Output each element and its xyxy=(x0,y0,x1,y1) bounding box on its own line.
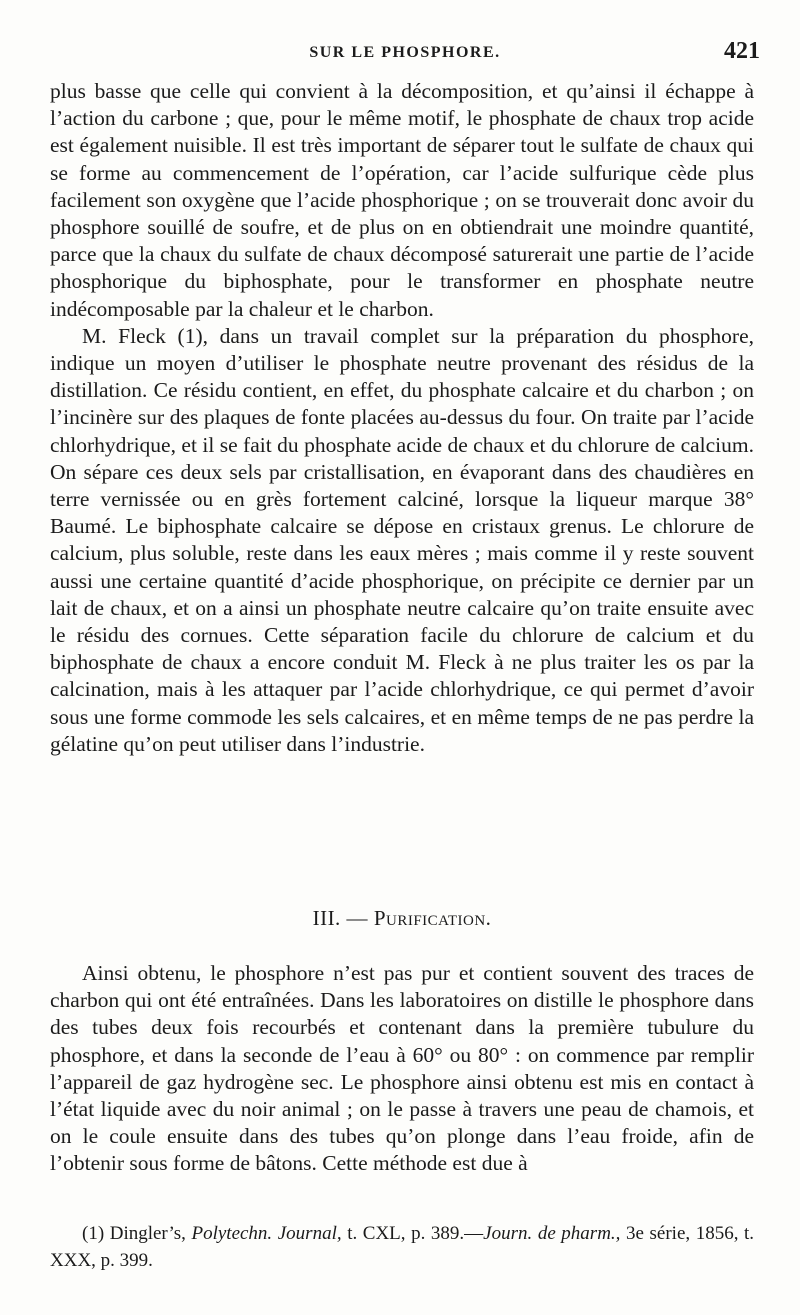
section-heading xyxy=(50,906,754,931)
paragraph-fleck: M. Fleck (1), dans un travail complet sur la préparation du phosphore, indique un moyen d’utiliser le phosphate neutre provenant des résidus de la distillation. Ce résidu contient, en effet, du phosphate calcaire et du charbon ; on l’incinère sur des plaques de fonte placées au-dessus du four. On traite par l’acide chlorhydrique, et il se fait du phosphate acide de chaux et du chlorure de calcium. On sépare ces deux sels par cristallisation, en évaporant dans des chaudières en terre vernissée ou en grès fortement calciné, lorsque la liqueur marque 38° Baumé. Le biphosphate calcaire se dépose en cristaux grenus. Le chlorure de calcium, plus soluble, reste dans les eaux mères ; mais comme il y reste souvent aussi une certaine quantité d’acide phosphorique, on précipite ce dernier par un lait de chaux, et on a ainsi un phosphate neutre calcaire qu’on traite ensuite avec le résidu des cornues. Cette séparation facile du chlorure de calcium et du biphosphate de chaux a encore conduit M. Fleck à ne plus traiter les os par la calcination, mais à les attaquer par l’acide chlorhydrique, ce qui permet d’avoir sous une forme commode les sels calcaires, et en même temps de ne pas perdre la gélatine qu’on peut utiliser dans l’industrie. xyxy=(50,323,754,756)
section-text xyxy=(50,960,754,1178)
page-number: 421 xyxy=(724,38,760,64)
running-head xyxy=(50,38,760,66)
main-text xyxy=(50,78,754,758)
footnote-ref-2: 3e série, 1856, t. XXX, p. 399. xyxy=(50,1223,755,1271)
section-number: III. — xyxy=(312,906,369,930)
footnote-text xyxy=(50,1220,754,1274)
footnote xyxy=(50,1220,754,1274)
footnote-marker: (1) Dingler’s, xyxy=(82,1223,186,1244)
paragraph-continuation: plus basse que celle qui convient à la décomposition, et qu’ainsi il échappe à l’action du carbone ; que, pour le même motif, le phosphate de chaux trop acide est également nuisible. Il est très important de séparer tout le sulfate de chaux qui se forme au commencement de l’opération, car l’acide sulfurique cède plus facilement son oxygène que l’acide phosphorique ; on se trouverait donc avoir du phosphore souillé de soufre, et de plus on en obtiendrait une moindre quantité, parce que la chaux du sulfate de chaux décomposé saturerait une partie de l’acide phosphorique du biphosphate, pour le transformer en phosphate neutre indécomposable par la chaleur et le charbon. xyxy=(50,79,754,321)
running-title: SUR LE PHOSPHORE. xyxy=(309,44,501,61)
footnote-journal-2: Journ. de pharm., xyxy=(483,1223,621,1244)
footnote-journal: Polytechn. Journal, xyxy=(191,1223,342,1244)
footnote-ref-1: t. CXL, p. 389.— xyxy=(347,1223,484,1244)
paragraph-purification: Ainsi obtenu, le phosphore n’est pas pur et contient souvent des traces de charbon qui ont été entraînées. Dans les laboratoires on distille le phosphore dans des tubes deux fois recourbés et contenant dans la première tubulure du phosphore, et dans la seconde de l’eau à 60° ou 80° : on commence par remplir l’appareil de gaz hydrogène sec. Le phosphore ainsi obtenu est mis en contact à l’état liquide avec du noir animal ; on le passe à travers une peau de chamois, et on le coule ensuite dans des tubes qu’on plonge dans l’eau froide, afin de l’obtenir sous forme de bâtons. Cette méthode est due à xyxy=(50,961,754,1176)
section-title: Purification. xyxy=(373,906,492,930)
